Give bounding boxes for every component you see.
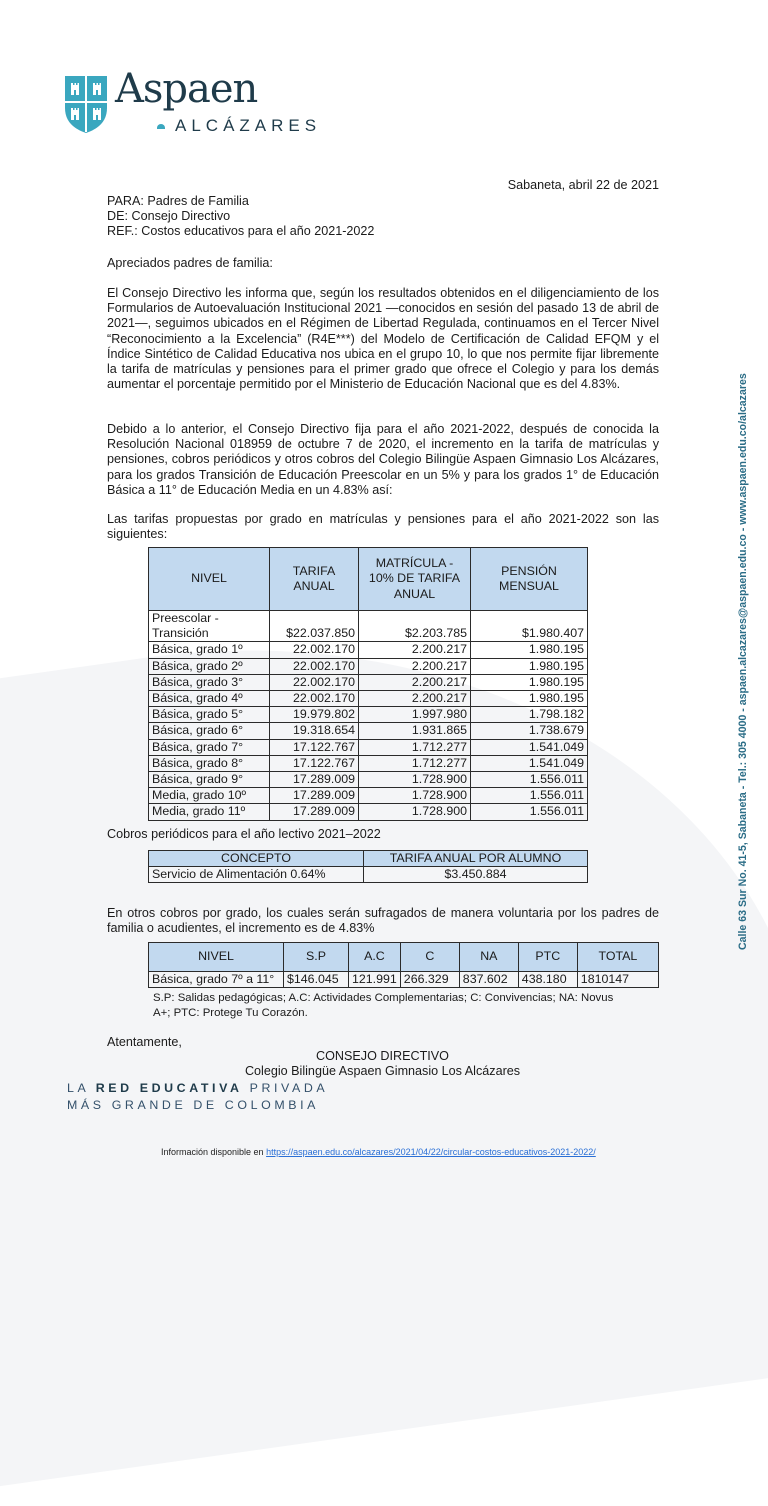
closing: Atentamente, — [107, 1035, 182, 1049]
from-line: DE: Consejo Directivo — [107, 209, 231, 224]
col-header: TOTAL — [577, 943, 658, 972]
ref-line: REF.: Costos educativos para el año 2021-2022 — [107, 224, 375, 239]
abbreviations-legend: S.P: Salidas pedagógicas; A.C: Actividades Complementarias; C: Convivencias; NA: Novus A+; PTC: Protege Tu Corazón. — [153, 992, 614, 1019]
table-row: Básica, grado 7° 17.122.767 1.712.277 1.541.049 — [149, 739, 588, 755]
paragraph-2: Debido a lo anterior, el Consejo Directivo fija para el año 2021-2022, después de conocida la Resolución Nacional 018959 de octubre 7 de 2020, el incremento en la tarifa de matrículas y pensiones, cobros periódicos y otros cobros del Colegio Bilingüe Aspaen Gimnasio Los Alcázares, para los grados Transición de Educación Preescolar en un 5% y para los grados 1° de Educación Básica a 11° de Educación Media en un 4.83% así: — [107, 422, 659, 497]
footer-info — [161, 1147, 596, 1157]
sidebar-contact: Calle 63 Sur No. 41-5, Sabaneta - Tel.: 305 4000 - aspaen.alcazares@aspaen.edu.co - www.aspaen.edu.co/alcazares — [737, 373, 749, 950]
col-header: NIVEL — [149, 943, 284, 972]
table-row: Básica, grado 4º 22.002.170 2.200.217 1.980.195 — [149, 691, 588, 707]
table-row: Básica, grado 7º a 11° $146.045 121.991 266.329 837.602 438.180 1810147 — [149, 972, 659, 988]
letter-date: Sabaneta, abril 22 de 2021 — [507, 178, 659, 192]
col-header: TARIFA ANUAL — [270, 548, 359, 611]
col-header: S.P — [284, 943, 349, 972]
circular-link[interactable]: https://aspaen.edu.co/alcazares/2021/04/22/circular-costos-educativos-2021-2022/ — [266, 1147, 596, 1157]
table-row: Servicio de Alimentación 0.64% $3.450.884 — [149, 867, 588, 883]
other-charges-table — [148, 942, 659, 988]
other-charges-text: En otros cobros por grado, los cuales serán sufragados de manera voluntaria por los padres de familia o acudientes, el incremento es de 4.83% — [107, 906, 659, 936]
greeting: Apreciados padres de familia: — [107, 256, 273, 270]
tuition-table — [148, 547, 588, 821]
periodic-table — [148, 850, 588, 883]
letter-header — [107, 194, 374, 240]
signature-line-1: CONSEJO DIRECTIVO — [316, 1049, 449, 1063]
col-header: PTC — [518, 943, 577, 972]
paragraph-1: El Consejo Directivo les informa que, según los resultados obtenidos en el diligenciamiento de los Formularios de Autoevaluación Institucional 2021 —conocidos en sesión del pasado 13 de abril de 2021—, seguimos ubicados en el Régimen de Libertad Regulada, continuamos en el Tercer Nivel “Reconocimiento a la Excelencia” (R4E***) del Modelo de Certificación de Calidad EFQM y el Índice Sintético de Calidad Educativa nos ubica en el grupo 10, lo que nos permite fijar libremente la tarifa de matrículas y pensiones para el primer grado que ofrece el Colegio y para los demás aumentar el porcentaje permitido por el Ministerio de Educación Nacional que es del 4.83%. — [107, 286, 659, 392]
col-header: C — [400, 943, 459, 972]
col-header: MATRÍCULA - 10% DE TARIFA ANUAL — [359, 548, 471, 611]
table-row: Básica, grado 3° 22.002.170 2.200.217 1.980.195 — [149, 674, 588, 690]
to-line: PARA: Padres de Familia — [107, 194, 249, 208]
col-header: CONCEPTO — [149, 851, 364, 867]
logo-brand: Aspaen — [115, 66, 258, 112]
table-row: Básica, grado 5° 19.979.802 1.997.980 1.798.182 — [149, 707, 588, 723]
col-header: NIVEL — [149, 548, 270, 611]
table-row: Básica, grado 9° 17.289.009 1.728.900 1.556.011 — [149, 772, 588, 788]
table-row: Básica, grado 6° 19.318.654 1.931.865 1.738.679 — [149, 723, 588, 739]
signature-line-2: Colegio Bilingüe Aspaen Gimnasio Los Alcázares — [244, 1064, 521, 1078]
logo-campus: ALCÁZARES — [175, 116, 322, 135]
col-header: A.C — [349, 943, 401, 972]
table-row: Media, grado 11º 17.289.009 1.728.900 1.556.011 — [149, 804, 588, 820]
slogan: LA RED EDUCATIVA PRIVADA MÁS GRANDE DE COLOMBIA — [67, 1081, 329, 1112]
table-row: Básica, grado 1º 22.002.170 2.200.217 1.980.195 — [149, 642, 588, 658]
table-row: Básica, grado 8° 17.122.767 1.712.277 1.541.049 — [149, 755, 588, 771]
table-row: Preescolar - Transición $22.037.850 $2.203.785 $1.980.407 — [149, 611, 588, 642]
col-header: TARIFA ANUAL POR ALUMNO — [364, 851, 588, 867]
table-row: Media, grado 10º 17.289.009 1.728.900 1.556.011 — [149, 788, 588, 804]
footer-prefix: Información disponible en — [161, 1147, 267, 1157]
shield-icon — [63, 74, 109, 134]
table-row: Básica, grado 2º 22.002.170 2.200.217 1.980.195 — [149, 658, 588, 674]
paragraph-3: Las tarifas propuestas por grado en matrículas y pensiones para el año 2021-2022 son las siguientes: — [107, 512, 659, 542]
periodic-title: Cobros periódicos para el año lectivo 2021–2022 — [107, 827, 381, 841]
col-header: NA — [459, 943, 518, 972]
col-header: PENSIÓN MENSUAL — [471, 548, 588, 611]
